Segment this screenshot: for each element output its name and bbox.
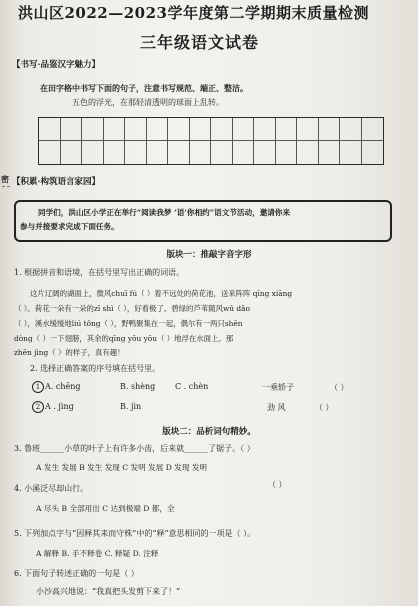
q1-line-4: dòng（ ）一下翅膀，其余的qīng yōu yōu（ ）地浮在水面上。那 <box>14 334 234 343</box>
writing-instruction: 在田字格中书写下面的句子，注意书写规范、端正、整洁。 <box>40 83 248 93</box>
tianzige-grid <box>38 117 384 165</box>
question-5: 5. 下列加点字与“因释其耒而守株”中的“释”意思相同的一项是（ ）。 <box>14 529 256 538</box>
q2-2-option-b: B. jìn <box>120 402 142 411</box>
section-heading-accumulation: 【积累·构筑语言家园】 <box>12 177 100 187</box>
q1-line-5: zhēn jìng（ ）的样子，真有趣！ <box>14 348 125 357</box>
binding-line-mark <box>2 186 10 187</box>
q2-2-answer-blank[interactable]: （ ） <box>315 403 334 412</box>
q2-1-answer-blank[interactable]: （ ） <box>330 383 349 392</box>
q2-1-option-b: B. shèng <box>120 382 156 391</box>
q1-line-1: 这片辽阔的湖面上，微风chuī fú（ ）着不远处的荷花池，送来阵阵 qīng xiāng <box>30 289 293 298</box>
writing-sentence: 五色的浮光，在那轻清透明的球面上乱转。 <box>72 98 224 107</box>
q2-1-option-c: C . chèn <box>175 382 209 391</box>
q2-option-row-1 <box>32 381 81 393</box>
section-heading-writing: 【书写·品鉴汉字魅力】 <box>12 60 100 70</box>
question-1: 1. 根据拼音和语境，在括号里写出正确的词语。 <box>14 268 185 277</box>
question-4: 4. 小溪泛尽却山行。 <box>14 484 89 493</box>
q1-line-2: （ ）。荷花一朵有一朵的zī shì（ ），好看极了。碧绿的芦苇随风wǔ dǎo <box>14 304 251 313</box>
question-6: 6. 下面句子转述正确的一句是（ ） <box>14 569 139 578</box>
exam-subtitle: 三年级语文试卷 <box>140 33 260 52</box>
q2-2-option-a: A . jìng <box>45 402 74 411</box>
q1-line-3: （ ），溪水缓缓地liú tǒng（ ），野鸭聚集在一起，偶尔有一两只shēn <box>14 319 243 328</box>
question-3: 3. 鲁班______小草的叶子上有许多小齿，后来就______了锯子。（ ） <box>14 444 255 453</box>
q2-2-word: 劲 风 <box>267 403 286 412</box>
part1-title: 版块一：推敲字音字形 <box>166 250 252 260</box>
part2-title: 版块二：品析词句精妙。 <box>162 427 256 437</box>
circled-number-2: 2 <box>32 401 44 413</box>
circled-number-1: 1 <box>32 381 44 393</box>
question-4-blank[interactable]: （ ） <box>268 480 287 489</box>
question-3-options: A 发生 发展 B 发生 发现 C 发明 发展 D 发现 发明 <box>36 463 208 472</box>
question-4-options: A 尽头 B 全部用出 C 达到极端 D 都，全 <box>36 504 175 513</box>
question-5-options: A 解释 B. 手不释卷 C. 释疑 D. 注释 <box>36 549 159 558</box>
q2-1-option-a: A. chēng <box>45 382 81 391</box>
q2-1-word: 一乘轿子 <box>262 383 294 392</box>
exam-title: 洪山区2022—2023学年度第二学期期末质量检测 <box>18 4 369 22</box>
question-6-quote: 小沙高兴地说：“我真把头发剪下来了！” <box>36 587 181 596</box>
q2-option-row-2 <box>32 401 74 413</box>
notice-line-2: 参与并接要求完成下面任务。 <box>20 222 119 231</box>
notice-line-1: 同学们，洪山区小学正在举行“阅读我梦 ‘语’你相约”语文节活动，邀请你来 <box>38 208 291 217</box>
question-2: 2. 选择正确答案的序号填在括号里。 <box>30 364 161 373</box>
side-seal-mark: 密 <box>1 174 9 184</box>
